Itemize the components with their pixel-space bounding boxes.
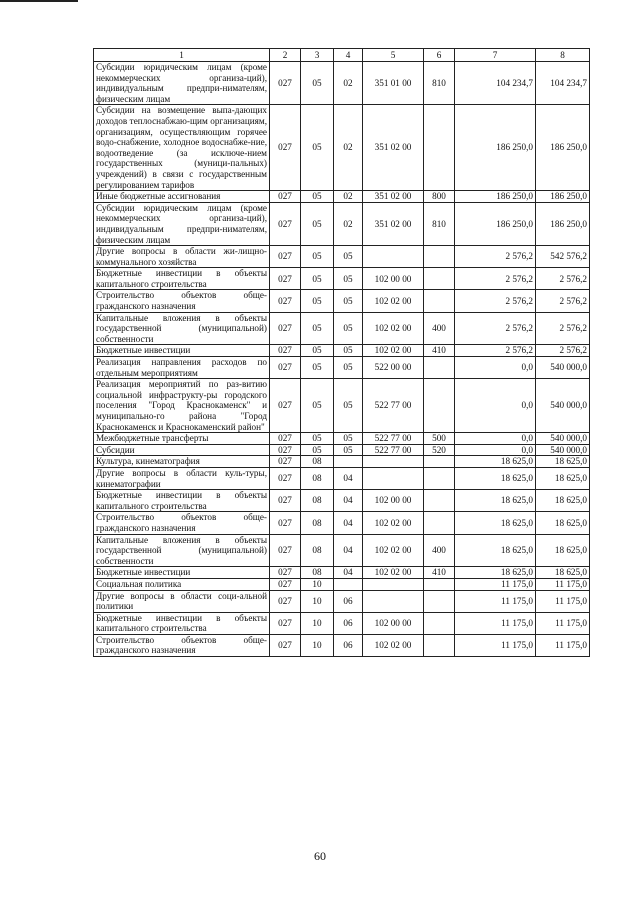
row-expense-kind-code (424, 490, 455, 512)
table-row (94, 345, 590, 357)
row-amount-col7: 11 175,0 (455, 578, 536, 590)
row-target-code: 102 02 00 (363, 512, 424, 534)
row-target-code: 102 02 00 (363, 567, 424, 579)
row-amount-col8: 18 625,0 (536, 467, 590, 489)
table-body (94, 62, 590, 657)
column-header-2: 2 (270, 49, 301, 62)
row-amount-col8: 2 576,2 (536, 268, 590, 290)
row-section-code: 08 (301, 512, 334, 534)
table-row (94, 290, 590, 312)
row-expense-kind-code: 520 (424, 444, 455, 456)
table-row (94, 379, 590, 433)
row-target-code: 102 02 00 (363, 534, 424, 567)
row-description: Бюджетные инвестиции (94, 567, 270, 579)
row-section-code: 10 (301, 634, 334, 656)
row-target-code (363, 590, 424, 612)
table-row (94, 512, 590, 534)
table-row (94, 456, 590, 468)
row-section-code: 10 (301, 612, 334, 634)
row-description: Другие вопросы в области соци-альной политики (94, 590, 270, 612)
row-amount-col8: 2 576,2 (536, 345, 590, 357)
table-row (94, 534, 590, 567)
row-section-code: 10 (301, 578, 334, 590)
row-description: Иные бюджетные ассигнования (94, 191, 270, 203)
row-description: Бюджетные инвестиции в объекты капитального строительства (94, 268, 270, 290)
row-subsection-code: 05 (334, 312, 363, 345)
row-section-code: 08 (301, 467, 334, 489)
row-amount-col8: 11 175,0 (536, 634, 590, 656)
row-target-code: 102 00 00 (363, 612, 424, 634)
row-amount-col8: 18 625,0 (536, 567, 590, 579)
row-section-code: 05 (301, 202, 334, 245)
row-admin-code: 027 (270, 191, 301, 203)
row-amount-col7: 186 250,0 (455, 191, 536, 203)
row-amount-col7: 0,0 (455, 379, 536, 433)
row-description: Другие вопросы в области жи-лищно-коммунального хозяйства (94, 246, 270, 268)
table-row (94, 246, 590, 268)
row-amount-col7: 18 625,0 (455, 512, 536, 534)
table-row (94, 467, 590, 489)
row-target-code (363, 456, 424, 468)
row-amount-col7: 2 576,2 (455, 290, 536, 312)
row-amount-col7: 11 175,0 (455, 590, 536, 612)
row-target-code (363, 246, 424, 268)
row-admin-code: 027 (270, 467, 301, 489)
row-expense-kind-code (424, 105, 455, 191)
row-section-code: 05 (301, 62, 334, 105)
row-subsection-code: 06 (334, 590, 363, 612)
row-amount-col8: 186 250,0 (536, 202, 590, 245)
row-target-code: 351 01 00 (363, 62, 424, 105)
row-amount-col8: 186 250,0 (536, 105, 590, 191)
row-target-code: 351 02 00 (363, 105, 424, 191)
row-section-code: 05 (301, 312, 334, 345)
row-subsection-code: 04 (334, 567, 363, 579)
row-expense-kind-code (424, 578, 455, 590)
row-subsection-code: 02 (334, 191, 363, 203)
row-amount-col8: 18 625,0 (536, 534, 590, 567)
row-admin-code: 027 (270, 512, 301, 534)
row-amount-col7: 0,0 (455, 444, 536, 456)
row-target-code (363, 578, 424, 590)
row-expense-kind-code: 400 (424, 312, 455, 345)
row-target-code: 102 02 00 (363, 345, 424, 357)
row-amount-col7: 186 250,0 (455, 105, 536, 191)
row-amount-col7: 2 576,2 (455, 345, 536, 357)
table-row (94, 567, 590, 579)
row-amount-col8: 540 000,0 (536, 444, 590, 456)
row-admin-code: 027 (270, 456, 301, 468)
row-subsection-code: 05 (334, 379, 363, 433)
row-subsection-code: 02 (334, 202, 363, 245)
row-amount-col7: 2 576,2 (455, 268, 536, 290)
row-subsection-code: 05 (334, 357, 363, 379)
row-admin-code: 027 (270, 534, 301, 567)
row-amount-col7: 2 576,2 (455, 246, 536, 268)
table-row (94, 433, 590, 445)
column-header-1: 1 (94, 49, 270, 62)
row-admin-code: 027 (270, 634, 301, 656)
row-subsection-code: 05 (334, 433, 363, 445)
column-header-3: 3 (301, 49, 334, 62)
row-admin-code: 027 (270, 345, 301, 357)
row-admin-code: 027 (270, 612, 301, 634)
row-amount-col7: 0,0 (455, 357, 536, 379)
row-admin-code: 027 (270, 590, 301, 612)
row-admin-code: 027 (270, 379, 301, 433)
row-expense-kind-code: 500 (424, 433, 455, 445)
row-admin-code: 027 (270, 62, 301, 105)
row-target-code: 102 02 00 (363, 312, 424, 345)
row-subsection-code: 05 (334, 290, 363, 312)
row-admin-code: 027 (270, 433, 301, 445)
row-amount-col8: 18 625,0 (536, 512, 590, 534)
row-amount-col7: 18 625,0 (455, 467, 536, 489)
table-row (94, 62, 590, 105)
row-amount-col7: 0,0 (455, 433, 536, 445)
table-row (94, 202, 590, 245)
row-expense-kind-code: 810 (424, 202, 455, 245)
row-subsection-code: 04 (334, 467, 363, 489)
row-amount-col7: 186 250,0 (455, 202, 536, 245)
row-subsection-code: 06 (334, 634, 363, 656)
row-subsection-code (334, 456, 363, 468)
row-admin-code: 027 (270, 105, 301, 191)
row-amount-col8: 2 576,2 (536, 312, 590, 345)
row-expense-kind-code (424, 612, 455, 634)
row-amount-col7: 104 234,7 (455, 62, 536, 105)
row-description: Реализация направления расходов по отдельным мероприятиям (94, 357, 270, 379)
row-expense-kind-code (424, 290, 455, 312)
row-subsection-code: 04 (334, 534, 363, 567)
row-subsection-code (334, 578, 363, 590)
row-section-code: 05 (301, 379, 334, 433)
row-expense-kind-code (424, 357, 455, 379)
table-row (94, 268, 590, 290)
row-subsection-code: 02 (334, 105, 363, 191)
row-amount-col7: 18 625,0 (455, 567, 536, 579)
row-description: Субсидии юридическим лицам (кроме некоммерческих организа-ций), индивидуальным предпри-нимателям, физическим лицам (94, 62, 270, 105)
row-section-code: 05 (301, 246, 334, 268)
row-expense-kind-code (424, 467, 455, 489)
row-admin-code: 027 (270, 312, 301, 345)
row-expense-kind-code (424, 512, 455, 534)
row-section-code: 05 (301, 433, 334, 445)
row-subsection-code: 04 (334, 512, 363, 534)
row-expense-kind-code (424, 634, 455, 656)
table-row (94, 312, 590, 345)
row-description: Другие вопросы в области куль-туры, кинематографии (94, 467, 270, 489)
top-rule (0, 0, 78, 2)
row-amount-col8: 540 000,0 (536, 357, 590, 379)
row-description: Бюджетные инвестиции в объекты капитального строительства (94, 612, 270, 634)
column-header-7: 7 (455, 49, 536, 62)
row-amount-col7: 11 175,0 (455, 634, 536, 656)
row-expense-kind-code (424, 268, 455, 290)
row-target-code: 102 00 00 (363, 490, 424, 512)
row-amount-col8: 542 576,2 (536, 246, 590, 268)
table-row (94, 578, 590, 590)
row-admin-code: 027 (270, 444, 301, 456)
row-description: Культура, кинематография (94, 456, 270, 468)
row-admin-code: 027 (270, 567, 301, 579)
row-description: Капитальные вложения в объекты государственной (муниципальной) собственности (94, 534, 270, 567)
row-subsection-code: 06 (334, 612, 363, 634)
row-section-code: 08 (301, 567, 334, 579)
column-header-5: 5 (363, 49, 424, 62)
row-section-code: 05 (301, 357, 334, 379)
row-expense-kind-code: 410 (424, 345, 455, 357)
row-subsection-code: 05 (334, 345, 363, 357)
row-target-code: 351 02 00 (363, 202, 424, 245)
row-description: Социальная политика (94, 578, 270, 590)
row-description: Бюджетные инвестиции (94, 345, 270, 357)
row-admin-code: 027 (270, 490, 301, 512)
row-amount-col7: 18 625,0 (455, 534, 536, 567)
row-expense-kind-code: 810 (424, 62, 455, 105)
row-expense-kind-code (424, 456, 455, 468)
row-amount-col8: 18 625,0 (536, 490, 590, 512)
row-admin-code: 027 (270, 290, 301, 312)
row-amount-col8: 11 175,0 (536, 578, 590, 590)
row-subsection-code: 04 (334, 490, 363, 512)
row-target-code: 102 02 00 (363, 290, 424, 312)
budget-table (93, 48, 590, 657)
column-header-6: 6 (424, 49, 455, 62)
row-target-code: 522 00 00 (363, 357, 424, 379)
row-target-code: 102 02 00 (363, 634, 424, 656)
row-amount-col7: 18 625,0 (455, 490, 536, 512)
row-amount-col7: 2 576,2 (455, 312, 536, 345)
row-target-code: 522 77 00 (363, 433, 424, 445)
row-section-code: 05 (301, 105, 334, 191)
row-admin-code: 027 (270, 246, 301, 268)
table-row (94, 191, 590, 203)
row-subsection-code: 05 (334, 444, 363, 456)
row-section-code: 05 (301, 191, 334, 203)
row-description: Субсидии юридическим лицам (кроме некоммерческих организа-ций), индивидуальным предпри-нимателям, физическим лицам (94, 202, 270, 245)
row-description: Строительство объектов обще-гражданского назначения (94, 512, 270, 534)
table-row (94, 357, 590, 379)
row-amount-col8: 11 175,0 (536, 612, 590, 634)
table-row (94, 490, 590, 512)
row-amount-col8: 540 000,0 (536, 433, 590, 445)
row-expense-kind-code (424, 590, 455, 612)
row-target-code: 522 77 00 (363, 444, 424, 456)
row-section-code: 10 (301, 590, 334, 612)
table-row (94, 105, 590, 191)
row-amount-col8: 104 234,7 (536, 62, 590, 105)
row-description: Бюджетные инвестиции в объекты капитального строительства (94, 490, 270, 512)
row-section-code: 05 (301, 290, 334, 312)
row-section-code: 05 (301, 345, 334, 357)
table-row (94, 612, 590, 634)
row-admin-code: 027 (270, 202, 301, 245)
table-row (94, 590, 590, 612)
row-section-code: 08 (301, 456, 334, 468)
row-expense-kind-code: 410 (424, 567, 455, 579)
row-amount-col8: 186 250,0 (536, 191, 590, 203)
row-section-code: 05 (301, 268, 334, 290)
table-row (94, 444, 590, 456)
table-row (94, 634, 590, 656)
row-description: Субсидии на возмещение выпа-дающих доходов теплоснабжаю-щим организациям, организациям, осуществляющим горячее водо-снабжение, холодное водоснабже-ние, водоотведение (за исключе-нием государственных (муници-пальных) учреждений) в связи с государственным регулированием тарифов (94, 105, 270, 191)
row-description: Субсидии (94, 444, 270, 456)
header-row (94, 49, 590, 62)
row-amount-col7: 18 625,0 (455, 456, 536, 468)
row-target-code (363, 467, 424, 489)
row-amount-col8: 18 625,0 (536, 456, 590, 468)
row-expense-kind-code: 800 (424, 191, 455, 203)
row-amount-col8: 540 000,0 (536, 379, 590, 433)
page-number: 60 (314, 849, 326, 863)
row-section-code: 08 (301, 534, 334, 567)
row-target-code: 102 00 00 (363, 268, 424, 290)
row-target-code: 522 77 00 (363, 379, 424, 433)
row-amount-col7: 11 175,0 (455, 612, 536, 634)
row-subsection-code: 02 (334, 62, 363, 105)
row-admin-code: 027 (270, 357, 301, 379)
column-header-4: 4 (334, 49, 363, 62)
column-header-8: 8 (536, 49, 590, 62)
row-admin-code: 027 (270, 578, 301, 590)
row-subsection-code: 05 (334, 268, 363, 290)
row-amount-col8: 11 175,0 (536, 590, 590, 612)
row-target-code: 351 02 00 (363, 191, 424, 203)
row-expense-kind-code: 400 (424, 534, 455, 567)
row-admin-code: 027 (270, 268, 301, 290)
row-description: Капитальные вложения в объекты государственной (муниципальной) собственности (94, 312, 270, 345)
row-description: Строительство объектов обще-гражданского назначения (94, 634, 270, 656)
row-expense-kind-code (424, 379, 455, 433)
row-expense-kind-code (424, 246, 455, 268)
row-description: Реализация мероприятий по раз-витию социальной инфраструкту-ры городского поселения "Город Краснокаменск" и муниципально-го района "Город Краснокаменск и Краснокаменский район" (94, 379, 270, 433)
row-description: Межбюджетные трансферты (94, 433, 270, 445)
row-subsection-code: 05 (334, 246, 363, 268)
row-section-code: 08 (301, 490, 334, 512)
row-description: Строительство объектов обще-гражданского назначения (94, 290, 270, 312)
row-section-code: 05 (301, 444, 334, 456)
row-amount-col8: 2 576,2 (536, 290, 590, 312)
